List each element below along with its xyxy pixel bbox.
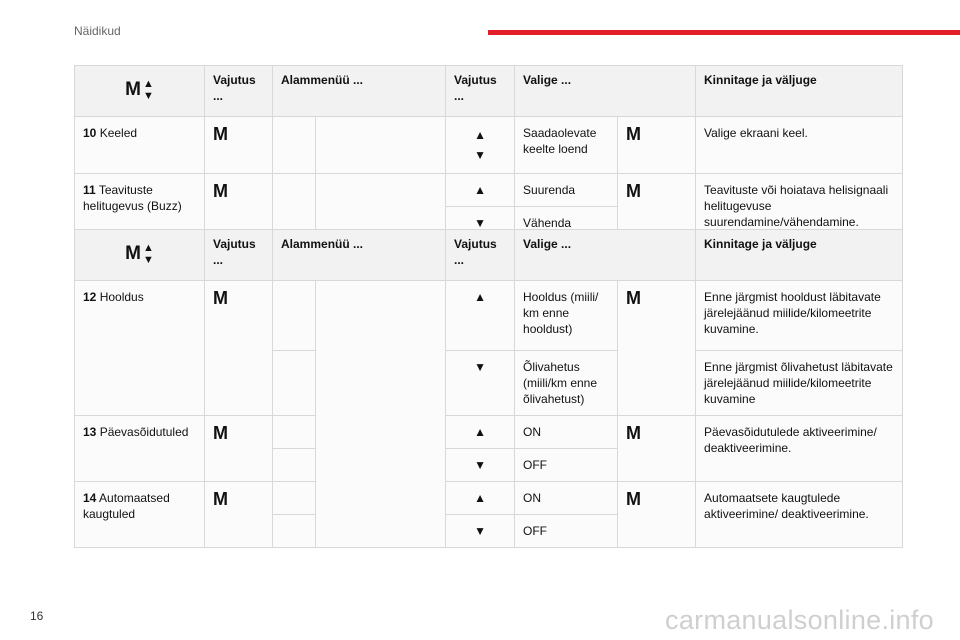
choice-text: OFF (515, 449, 618, 482)
header-submenu: Alammenüü ... (273, 230, 446, 281)
down-arrow-icon: ▼ (446, 207, 515, 240)
row-number: 10 (83, 126, 97, 140)
row-name: Hooldus (99, 290, 144, 304)
up-arrow-icon: ▲ (142, 78, 154, 90)
down-arrow-icon: ▼ (446, 515, 515, 548)
choice-text: Vähenda (515, 207, 618, 240)
down-arrow-icon: ▼ (446, 351, 515, 416)
choice-text: Suurenda (515, 174, 618, 207)
header-press-2: Vajutus ... (446, 66, 515, 117)
section-title: Näidikud (74, 24, 121, 38)
menu-button-icon: M (626, 489, 642, 509)
description: Päevasõidutulede aktiveerimine/ deaktiveerimine. (696, 416, 903, 482)
header-confirm-exit: Kinnitage ja väljuge (696, 66, 903, 117)
row-label (75, 416, 205, 482)
row-number: 11 (83, 183, 96, 197)
choice-text: Hooldus (miili/ km enne hooldust) (515, 281, 618, 351)
row-number: 12 (83, 290, 97, 304)
header-confirm-exit: Kinnitage ja väljuge (696, 230, 903, 281)
menu-button-icon: M (213, 489, 228, 509)
menu-button-icon: M (213, 124, 228, 144)
header-press: Vajutus ... (205, 66, 273, 117)
row-number: 13 (83, 425, 97, 439)
down-arrow-icon: ▼ (142, 90, 154, 102)
row-number: 14 (83, 491, 97, 505)
row-label (75, 482, 205, 548)
settings-table-2 (74, 229, 903, 548)
menu-button-icon: M (213, 423, 228, 443)
down-arrow-icon: ▼ (474, 148, 486, 162)
header-submenu: Alammenüü ... (273, 66, 446, 117)
up-down-arrows (446, 117, 515, 174)
up-arrow-icon: ▲ (446, 416, 515, 449)
choice-text: OFF (515, 515, 618, 548)
up-arrow-icon: ▲ (446, 281, 515, 351)
section-accent-bar (488, 30, 960, 35)
header-select: Valige ... (515, 230, 696, 281)
description: Teavituste või hoiatava helisignaali helitugevuse suurendamine/vähendamine. (696, 174, 903, 240)
menu-button-icon: M (125, 79, 141, 100)
page-number: 16 (30, 609, 44, 623)
description: Enne järgmist hooldust läbitavate järelejäänud miilide/kilomeetrite kuvamine. (696, 281, 903, 351)
up-arrow-icon: ▲ (446, 174, 515, 207)
settings-table-1 (74, 65, 903, 240)
down-arrow-icon: ▼ (142, 254, 154, 266)
up-arrow-icon: ▲ (474, 128, 486, 142)
choice-text: Õlivahetus (miili/km enne õlivahetust) (515, 351, 618, 416)
menu-button-icon: M (626, 423, 642, 443)
up-arrow-icon: ▲ (142, 242, 154, 254)
menu-button-icon: M (626, 288, 642, 308)
watermark: carmanualsonline.info (665, 605, 934, 635)
row-name: Päevasõidutuled (99, 425, 189, 439)
header-icon-cell (75, 66, 205, 117)
down-arrow-icon: ▼ (446, 449, 515, 482)
description: Enne järgmist õlivahetust läbitavate järelejäänud miilide/kilomeetrite kuvamine (696, 351, 903, 416)
row-label (75, 117, 205, 174)
header-press-2: Vajutus ... (446, 230, 515, 281)
header-press: Vajutus ... (205, 230, 273, 281)
header-select: Valige ... (515, 66, 696, 117)
choice-text: ON (515, 482, 618, 515)
menu-button-icon: M (626, 124, 642, 144)
row-name: Automaatsed kaugtuled (83, 491, 170, 521)
choice-text: Saadaolevate keelte loend (515, 117, 618, 174)
header-icon-cell (75, 230, 205, 281)
row-name: Teavituste helitugevus (Buzz) (83, 183, 182, 213)
menu-button-icon: M (125, 243, 141, 264)
up-arrow-icon: ▲ (446, 482, 515, 515)
menu-button-icon: M (213, 181, 228, 201)
row-label (75, 281, 205, 416)
row-name: Keeled (99, 126, 138, 140)
description: Automaatsete kaugtulede aktiveerimine/ deaktiveerimine. (696, 482, 903, 548)
menu-button-icon: M (213, 288, 228, 308)
description: Valige ekraani keel. (696, 117, 903, 174)
menu-button-icon: M (626, 181, 642, 201)
choice-text: ON (515, 416, 618, 449)
